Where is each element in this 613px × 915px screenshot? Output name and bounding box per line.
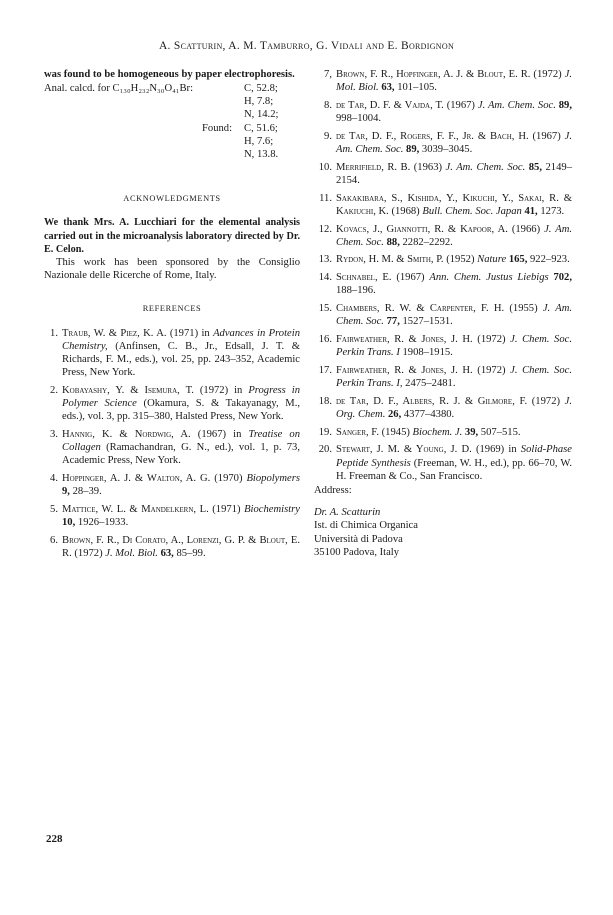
reference-pages: 1273. xyxy=(537,205,565,217)
address-label: Address: xyxy=(314,485,352,496)
reference-authors: Schnabel, E. xyxy=(336,272,392,284)
reference-pages: 188–196. xyxy=(336,285,376,297)
reference-number: 14. xyxy=(318,272,332,284)
reference-item xyxy=(44,534,300,560)
reference-number: 18. xyxy=(318,395,332,407)
reference-item xyxy=(314,333,572,359)
reference-year: (1945) xyxy=(379,426,413,438)
reference-source: J. Am. Chem. Soc. xyxy=(477,99,556,111)
calcd-c: C, 52.8; xyxy=(244,83,278,95)
reference-pages: 4377–4380. xyxy=(401,408,455,420)
reference-volume: 89, xyxy=(555,99,572,111)
reference-authors: Fairweather, R. & Jones, J. H. xyxy=(336,364,473,376)
reference-pages: 2282–2292. xyxy=(399,236,453,248)
reference-volume: 702, xyxy=(548,272,572,284)
reference-number: 7, xyxy=(324,69,332,80)
reference-year: (1972) xyxy=(527,395,565,407)
reference-year: (1972) in xyxy=(193,384,249,396)
found-label: Found: xyxy=(202,123,233,135)
reference-pages: 507–515. xyxy=(478,426,521,438)
reference-number: 17. xyxy=(318,364,332,376)
reference-item xyxy=(314,271,572,297)
reference-number: 20. xyxy=(318,444,332,456)
reference-item xyxy=(314,253,572,266)
reference-number: 12. xyxy=(318,223,332,235)
reference-year: (1967) xyxy=(528,130,565,142)
reference-year: (1971) xyxy=(208,504,245,516)
reference-pages: 998–1004. xyxy=(336,113,382,125)
reference-authors: Mattice, W. L. & Mandelkern, L. xyxy=(62,504,209,516)
address-line-3: 35100 Padova, Italy xyxy=(314,546,400,558)
reference-year: (1970) xyxy=(210,473,247,485)
reference-source: J. Chem. Soc. Perkin Trans. I xyxy=(336,333,572,359)
references-list-left xyxy=(44,327,300,561)
reference-number: 9. xyxy=(324,130,332,142)
address-line-2: Università di Padova xyxy=(314,533,403,545)
reference-number: 6. xyxy=(50,534,58,546)
left-column xyxy=(44,68,300,565)
reference-source: Solid-Phase Peptide Synthesis xyxy=(336,444,572,469)
reference-volume: 89, xyxy=(403,144,420,156)
reference-year: (1952) xyxy=(443,254,478,266)
reference-authors: Hoppinger, A. J. & Walton, A. G. xyxy=(62,473,211,485)
page-number: 228 xyxy=(46,833,63,845)
reference-authors: Rydon, H. M. & Smith, P. xyxy=(336,254,444,266)
reference-authors: Fairweather, R. & Jones, J. H. xyxy=(336,333,473,345)
reference-volume: 39, xyxy=(462,426,479,438)
reference-pages: 1926–1933. xyxy=(75,517,129,529)
references-title: REFERENCES xyxy=(142,304,202,314)
reference-source: Biopolymers xyxy=(246,473,300,485)
reference-source: Ann. Chem. Justus Liebigs xyxy=(429,272,549,284)
reference-volume: 9, xyxy=(62,486,70,498)
reference-year: (1968) xyxy=(388,205,423,217)
reference-number: 8. xyxy=(324,99,332,111)
reference-item xyxy=(314,395,572,421)
reference-source: J. Am. Chem. Soc. xyxy=(336,303,573,328)
reference-pages: (Okamura, S. & Takayanagy, M., eds.), vol. 3, pp. 315–380, Halsted Press, New York. xyxy=(62,398,301,423)
reference-number: 5. xyxy=(50,504,58,516)
reference-year: (1972) xyxy=(530,69,565,80)
reference-item xyxy=(314,130,572,156)
reference-number: 11. xyxy=(319,192,332,204)
reference-item xyxy=(314,161,572,187)
reference-item xyxy=(314,443,572,483)
address-name: Dr. A. Scatturin xyxy=(314,507,381,519)
reference-authors: de Tar, D. F., Rogers, F. F., Jr. & Bach, H. xyxy=(336,130,529,142)
reference-pages: 101–105. xyxy=(394,82,437,94)
reference-number: 15. xyxy=(318,303,332,315)
reference-authors: de Tar, D. F., Albers, R. J. & Gilmore, F. xyxy=(336,395,528,407)
reference-year: (1972) xyxy=(472,333,511,345)
reference-source: Treatise on Collagen xyxy=(62,429,300,454)
reference-pages: 3039–3045. xyxy=(419,144,473,156)
reference-item xyxy=(314,223,572,249)
reference-volume: 77, xyxy=(383,316,400,328)
calcd-n: N, 14.2; xyxy=(244,109,279,121)
reference-source: Biochemistry xyxy=(244,504,300,516)
reference-number: 10. xyxy=(318,161,332,173)
reference-authors: Kovacs, J., Giannotti, R. & Kapoor, A. xyxy=(336,223,508,235)
reference-pages: 1527–1531. xyxy=(399,316,453,328)
acknowledgments-para-2: This work has been sponsored by the Consiglio Nazionale delle Ricerche of Rome, Italy. xyxy=(44,257,300,282)
reference-source: J. Am. Chem. Soc. xyxy=(336,223,573,248)
reference-year: (1967) xyxy=(443,99,478,111)
reference-volume: 63, xyxy=(157,548,174,560)
reference-source: Advances in Protein Chemistry, xyxy=(62,327,300,352)
reference-volume: 88, xyxy=(383,236,400,248)
reference-source: J. Mol. Biol. xyxy=(105,548,158,560)
right-column xyxy=(314,68,572,487)
reference-volume: 41, xyxy=(521,205,538,217)
reference-number: 16. xyxy=(318,333,332,345)
reference-item xyxy=(44,428,300,468)
reference-number: 13. xyxy=(318,254,332,266)
reference-source: Bull. Chem. Soc. Japan xyxy=(422,205,522,217)
reference-item xyxy=(44,384,300,424)
reference-authors: Stewart, J. M. & Young, J. D. xyxy=(336,444,472,456)
reference-pages: 922–923. xyxy=(527,254,570,266)
found-n: N, 13.8. xyxy=(244,149,279,161)
reference-authors: Brown, F. R., Hopfinger, A. J. & Blout, E. R. xyxy=(336,69,531,80)
running-head: A. Scatturin, A. M. Tamburro, G. Vidali and E. Bordignon xyxy=(158,40,455,52)
reference-authors: Chambers, R. W. & Carpenter, F. H. xyxy=(336,303,505,315)
found-c: C, 51.6; xyxy=(244,123,278,135)
reference-pages: 2149–2154. xyxy=(336,161,572,186)
reference-number: 4. xyxy=(50,473,58,485)
intro-text: was found to be homogeneous by paper electrophoresis. xyxy=(44,69,295,80)
reference-source: J. Org. Chem. xyxy=(336,395,572,420)
reference-pages: 28–39. xyxy=(69,486,102,498)
reference-item xyxy=(44,472,300,498)
acknowledgments-title: ACKNOWLEDGMENTS xyxy=(123,194,221,204)
reference-pages: 2475–2481. xyxy=(402,378,456,390)
reference-year: (1967) xyxy=(391,272,430,284)
reference-year: (1971) in xyxy=(166,327,214,339)
reference-source: J. Chem. Soc. Perkin Trans. I, xyxy=(336,364,572,390)
reference-year: (1972) xyxy=(472,364,511,376)
reference-year: (1967) in xyxy=(190,429,249,441)
reference-item xyxy=(314,426,572,439)
reference-source: J. Mol. Biol. xyxy=(336,69,572,94)
acknowledgments-para-1: We thank Mrs. A. Lucchiari for the elemental analysis carried out in the microanalysis laboratory directed by Dr. E. Celon. xyxy=(44,217,300,255)
reference-item xyxy=(44,503,300,529)
reference-source: Nature xyxy=(477,254,507,266)
reference-pages: (Anfinsen, C. B., Jr., Edsall, J. T. & Richards, F. M., eds.), vol. 25, pp. 243–352, Academic Press, New York. xyxy=(62,340,300,379)
reference-item xyxy=(314,364,572,390)
elemental-analysis xyxy=(44,82,300,174)
reference-pages: (Ramachandran, G. N., ed.), vol. 1, p. 73, Academic Press, New York. xyxy=(62,442,300,467)
reference-item xyxy=(44,327,300,380)
reference-authors: Brown, F. R., Di Corato, A., Lorenzi, G. P. & Blout, E. R. xyxy=(62,534,300,560)
reference-year: (1969) in xyxy=(471,444,521,456)
reference-volume: 165, xyxy=(506,254,528,266)
reference-authors: Kobayashy, Y. & Isemura, T. xyxy=(62,384,194,396)
reference-year: (1963) xyxy=(410,161,446,173)
reference-pages: (Freeman, W. H., ed.), pp. 66–70, W. H. Freeman & Co., San Francisco. xyxy=(336,457,572,482)
reference-authors: Merrifield, R. B. xyxy=(336,161,411,173)
reference-year: (1955) xyxy=(504,303,543,315)
reference-authors: de Tar, D. F. & Vajda, T. xyxy=(336,99,444,111)
references-list-right xyxy=(314,68,572,483)
reference-pages: 1908–1915. xyxy=(399,347,453,359)
reference-number: 2. xyxy=(50,384,58,396)
reference-year: (1972) xyxy=(71,548,106,560)
calcd-h: H, 7.8; xyxy=(244,96,274,108)
reference-volume: 63, xyxy=(378,82,395,94)
reference-source: J. Am. Chem. Soc. xyxy=(445,161,526,173)
reference-source: Biochem. J. xyxy=(412,426,463,438)
address-block xyxy=(314,484,418,559)
reference-item xyxy=(314,68,572,94)
reference-authors: Sakakibara, S., Kishida, Y., Kikuchi, Y., Sakai, R. & Kakiuchi, K. xyxy=(336,192,572,217)
found-h: H, 7.6; xyxy=(244,136,274,148)
reference-number: 19. xyxy=(318,426,332,438)
reference-pages: 85–99. xyxy=(173,548,206,560)
reference-year: (1966) xyxy=(507,223,545,235)
reference-authors: Sanger, F. xyxy=(336,426,379,438)
reference-volume: 26, xyxy=(385,408,402,420)
reference-volume: 85, xyxy=(525,161,543,173)
reference-authors: Hannig, K. & Nordwig, A. xyxy=(62,429,191,441)
reference-item xyxy=(314,192,572,218)
reference-volume: 10, xyxy=(62,517,76,529)
reference-number: 3. xyxy=(50,429,58,441)
reference-number: 1. xyxy=(50,327,58,339)
reference-item xyxy=(314,99,572,125)
reference-authors: Traub, W. & Piez, K. A. xyxy=(62,327,167,339)
address-line-1: Ist. di Chimica Organica xyxy=(314,520,418,532)
calcd-label: Anal. calcd. for C₁₃₀H₂₃₂N₃₀O₄₁Br: xyxy=(44,83,194,95)
reference-source: Progress in Polymer Science xyxy=(62,384,300,410)
reference-source: J. Am. Chem. Soc. xyxy=(336,130,572,156)
reference-item xyxy=(314,302,572,328)
